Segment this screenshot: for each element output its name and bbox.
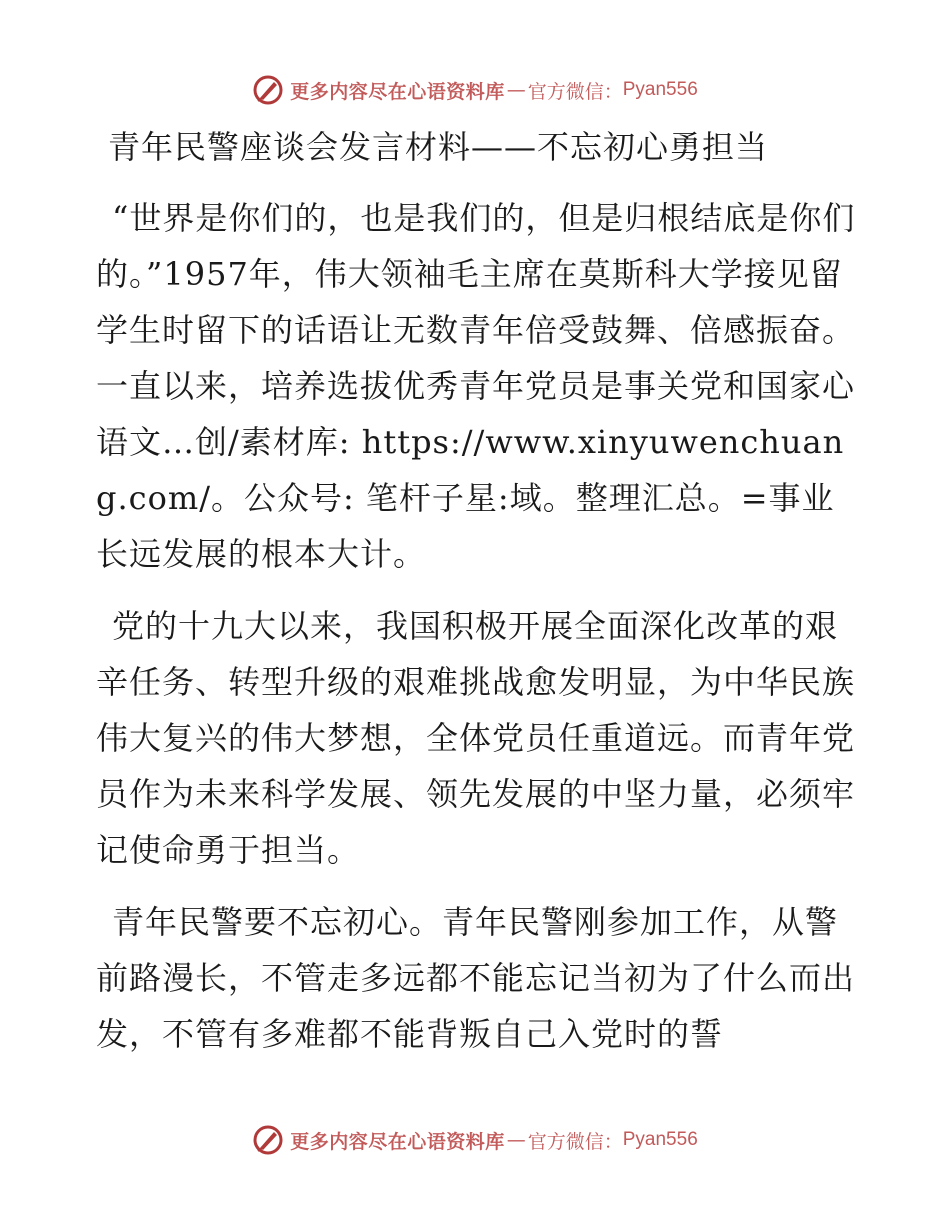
document-title: 青年民警座谈会发言材料——不忘初心勇担当 [108,128,769,166]
watermark-text: 更多内容尽在心语资料库 [290,80,505,103]
quill-logo-icon [252,74,284,106]
paragraph-2: 党的十九大以来，我国积极开展全面深化改革的艰辛任务、转型升级的艰难挑战愈发明显，为中华民族伟大复兴的伟大梦想，全体党员任重道远。而青年党员作为未来科学发展、领先发展的中坚力量，必须牢记使命勇于担当。 [96,607,856,869]
footer-watermark [0,1122,950,1158]
watermark-separator: — [506,79,526,101]
watermark-wechat-id: Pyan556 [622,1129,698,1150]
watermark-wechat-label: 官方微信： [527,1130,623,1153]
watermark-text: 更多内容尽在心语资料库 [290,1130,505,1153]
paragraph-1: “世界是你们的，也是我们的，但是归根结底是你们的。”1957年，伟大领袖毛主席在莫斯科大学接见留学生时留下的话语让无数青年倍受鼓舞、倍感振奋。一直以来，培养选拔优秀青年党员是事关党和国家心语文…创/素材库: https://www.xinyuwenchuang.com/。公众号: 笔杆子星:域。整理汇总。=事业长远发展的根本大计。 [96,199,856,573]
paragraph-3: 青年民警要不忘初心。青年民警刚参加工作，从警前路漫长，不管走多远都不能忘记当初为了什么而出发，不管有多难都不能背叛自己入党时的誓 [96,903,856,1053]
watermark-wechat-id: Pyan556 [622,79,698,100]
watermark-separator: — [506,1129,526,1151]
document-body [96,122,856,1078]
quill-logo-icon [252,1124,284,1156]
header-watermark [0,72,950,108]
watermark-wechat-label: 官方微信： [527,80,623,103]
